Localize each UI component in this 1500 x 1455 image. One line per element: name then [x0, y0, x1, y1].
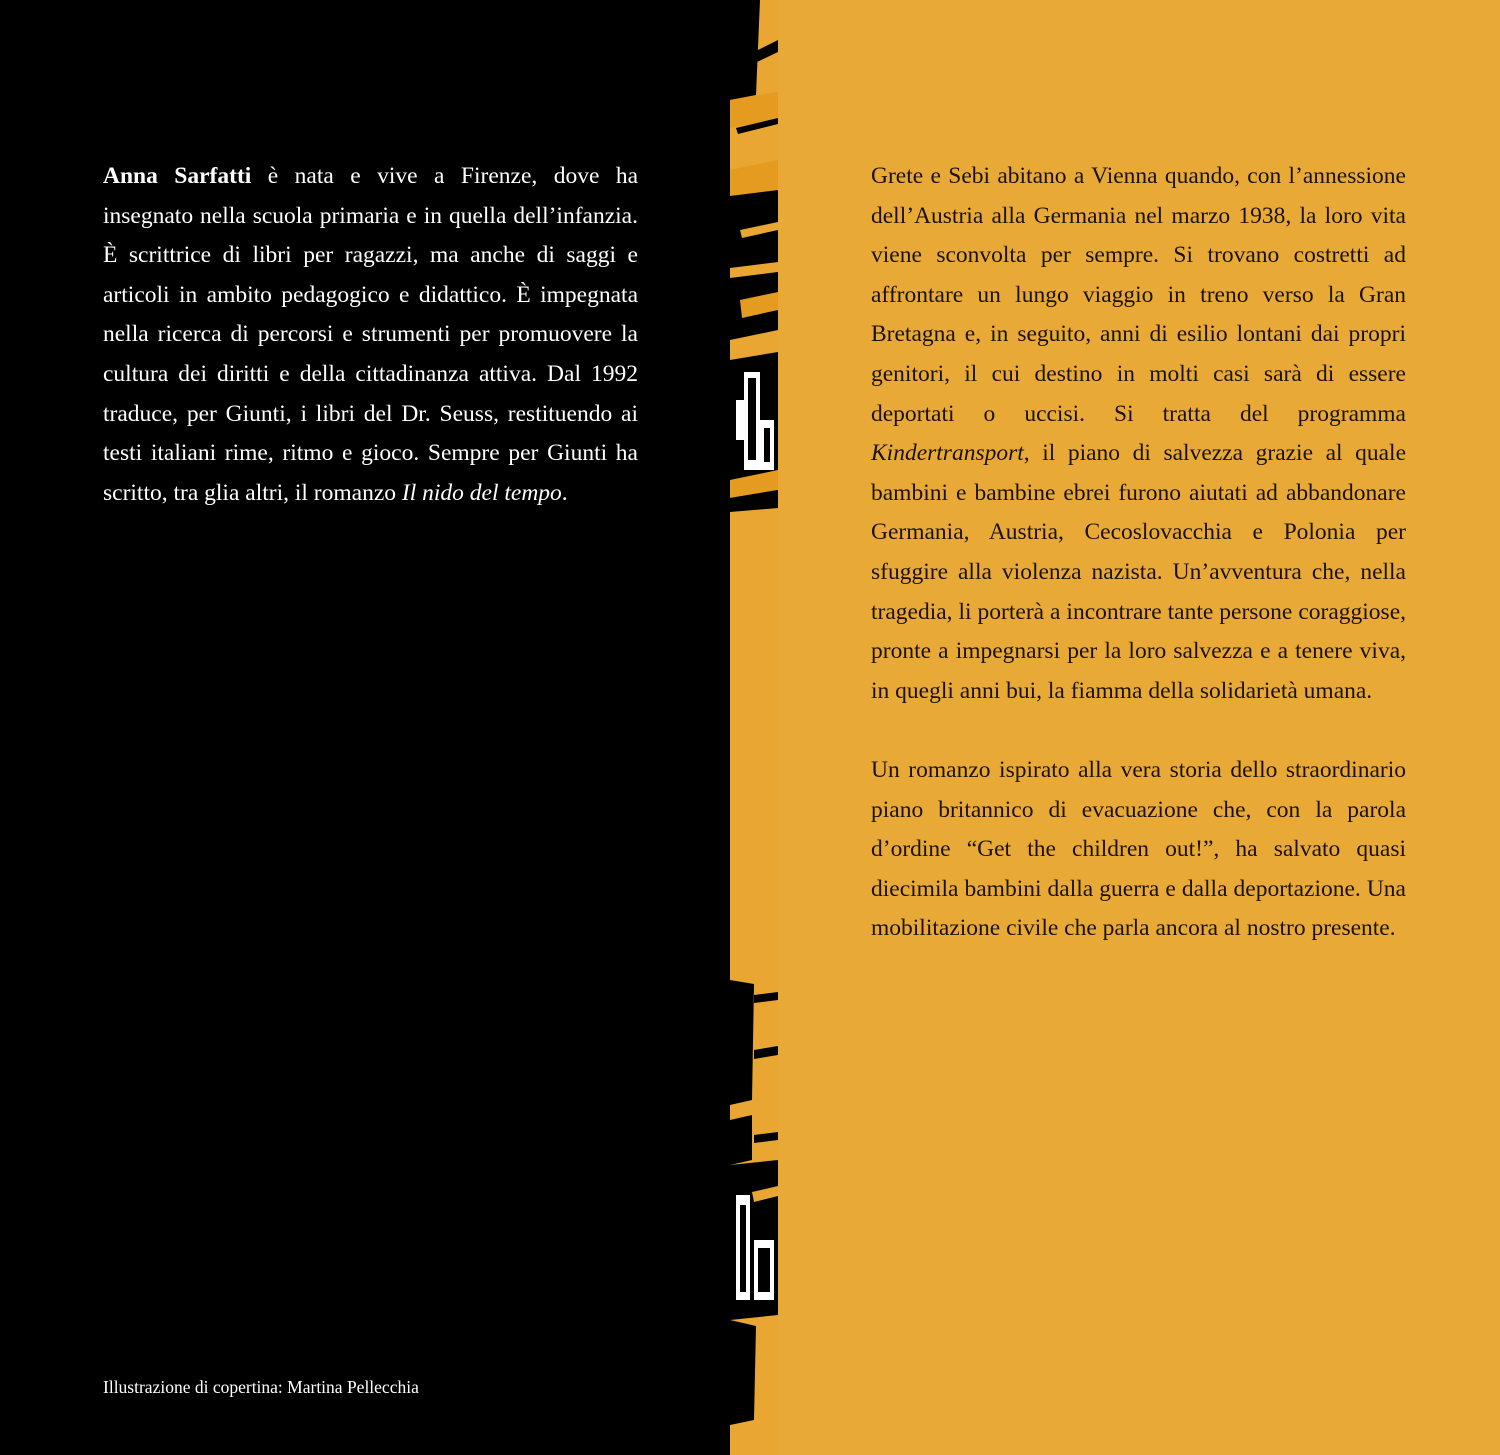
synopsis-text: Grete e Sebi abitano a Vienna quando, con l’annessione dell’Austria alla Germania nel marzo 1938, la loro vita viene sconvolta per sempre. Si trovano costretti ad affrontare un lungo viaggio in treno verso la Gran Bretagna e, in seguito, anni di esilio lontani dai propri genitori, il cui destino in molti casi sarà di essere deportati o uccisi. Si tratta del programma — [871, 163, 1406, 427]
cover-illustration-credit: Illustrazione di copertina: Martina Pellecchia — [103, 1377, 419, 1397]
synopsis-paragraph-2: Un romanzo ispirato alla vera storia dello straordinario piano britannico di evacuazione che, con la parola d’ordine “Get the children out!”, ha salvato quasi diecimila bambini dalla guerra e dalla deportazione. Una mobilitazione civile che parla ancora al nostro presente. — [871, 756, 1406, 942]
book-synopsis — [871, 157, 1406, 949]
synopsis-text-continued: , il piano di salvezza grazie al quale bambini e bambine ebrei furono aiutati ad abbandonare Germania, Austria, Cecoslovacchia e Polonia per sfuggire alla violenza nazista. Un’avventura che, nella tragedia, li porterà a incontrare tante persone coraggiose, pronte a impegnarsi per la loro salvezza e a tenere viva, in quegli anni bui, la fiamma della solidarietà umana. — [871, 440, 1406, 704]
synopsis-paragraph-1 — [871, 157, 1406, 711]
author-name: Anna Sarfatti — [103, 163, 252, 189]
spine-illustration-strip — [730, 0, 778, 1455]
author-bio-text: è nata e vive a Firenze, dove ha insegnato nella scuola primaria e in quella dell’infanzia. È scrittrice di libri per ragazzi, ma anche di saggi e articoli in ambito pedagogico e didattico. È impegnata nella ricerca di percorsi e strumenti per promuovere la cultura dei diritti e della cittadinanza attiva. Dal 1992 traduce, per Giunti, i libri del Dr. Seuss, restituendo ai testi italiani rime, ritmo e gioco. Sempre per Giunti ha scritto, tra glia altri, il romanzo — [103, 163, 639, 506]
author-bio-end: . — [561, 479, 568, 506]
spine-illustration — [730, 0, 778, 1455]
author-biography — [103, 157, 638, 513]
book-title: Il nido del tempo — [401, 479, 562, 506]
program-name: Kindertransport — [871, 440, 1024, 467]
